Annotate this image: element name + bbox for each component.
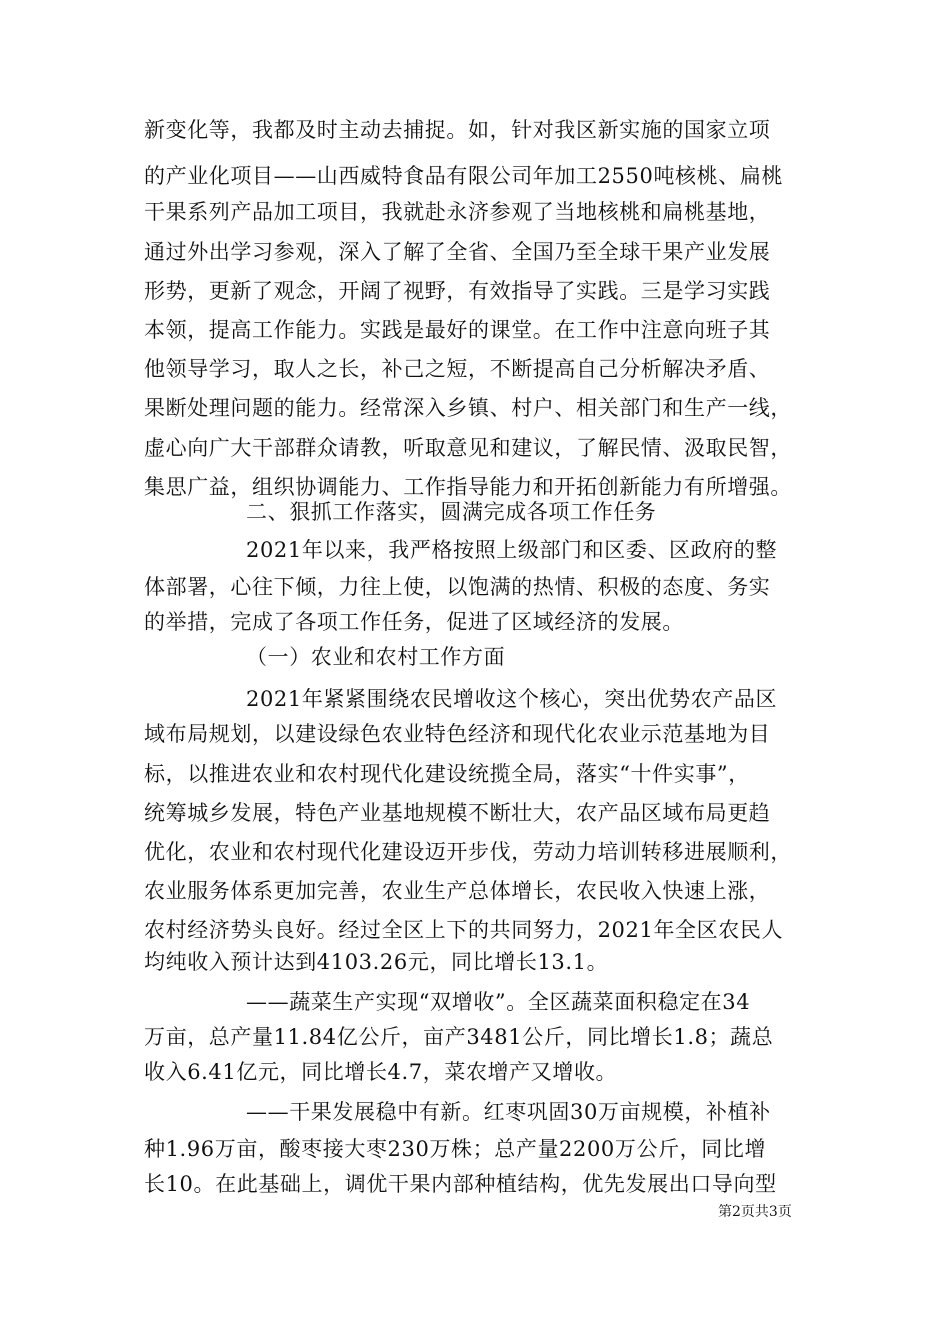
paragraph-first-line: ——蔬菜生产实现“双增收”。全区蔬菜面积稳定在34: [246, 990, 751, 1014]
paragraph-first-line: ——干果发展稳中有新。红枣巩固30万亩规模，补植补: [246, 1100, 771, 1124]
text-line: 形势，更新了观念，开阔了视野，有效指导了实践。三是学习实践: [144, 279, 771, 303]
text-line: 虚心向广大干部群众请教，听取意见和建议，了解民情、汲取民智，: [144, 436, 792, 460]
page-number-footer: 第2页共3页: [718, 1204, 792, 1220]
text-line: 农村经济势头良好。经过全区上下的共同努力，2021年全区农民人: [144, 918, 784, 942]
text-line: 新变化等，我都及时主动去捕捉。如，针对我区新实施的国家立项: [144, 118, 771, 142]
text-line: 域布局规划，以建设绿色农业特色经济和现代化农业示范基地为目: [144, 722, 771, 746]
text-line: 体部署，心往下倾，力往上使，以饱满的热情、积极的态度、务实: [144, 575, 771, 599]
text-line: 干果系列产品加工项目，我就赴永济参观了当地核桃和扁桃基地，: [144, 200, 771, 224]
text-line: 的产业化项目——山西威特食品有限公司年加工2550吨核桃、扁桃: [144, 164, 784, 188]
text-line: 农业服务体系更加完善，农业生产总体增长，农民收入快速上涨，: [144, 879, 771, 903]
text-line: 收入6.41亿元，同比增长4.7，菜农增产又增收。: [144, 1060, 618, 1084]
text-line: 集思广益，组织协调能力、工作指导能力和开拓创新能力有所增强。: [144, 475, 792, 499]
text-line: 统筹城乡发展，特色产业基地规模不断壮大，农产品区域布局更趋: [144, 801, 771, 825]
section-heading: 二、狠抓工作落实，圆满完成各项工作任务: [246, 500, 657, 524]
text-line: 通过外出学习参观，深入了解了全省、全国乃至全球干果产业发展: [144, 240, 771, 264]
text-line: 本领，提高工作能力。实践是最好的课堂。在工作中注意向班子其: [144, 318, 771, 342]
text-line: 的举措，完成了各项工作任务，促进了区域经济的发展。: [144, 610, 684, 634]
text-line: 他领导学习，取人之长，补己之短，不断提高自己分析解决矛盾、: [144, 357, 771, 381]
text-line: 均纯收入预计达到4103.26元，同比增长13.1。: [144, 950, 609, 974]
subsection-heading: （一）农业和农村工作方面: [246, 645, 506, 669]
text-line: 万亩，总产量11.84亿公斤，亩产3481公斤，同比增长1.8；蔬总: [144, 1025, 774, 1049]
paragraph-first-line: 2021年紧紧围绕农民增收这个核心，突出优势农产品区: [246, 687, 778, 711]
text-line: 长10。在此基础上，调优干果内部种植结构，优先发展出口导向型: [144, 1172, 777, 1196]
text-line: 优化，农业和农村现代化建设迈开步伐，劳动力培训转移进展顺利，: [144, 840, 792, 864]
paragraph-first-line: 2021年以来，我严格按照上级部门和区委、区政府的整: [246, 538, 778, 562]
text-line: 果断处理问题的能力。经常深入乡镇、村户、相关部门和生产一线，: [144, 396, 792, 420]
text-line: 标，以推进农业和农村现代化建设统揽全局，落实“十件实事”，: [144, 762, 750, 786]
text-line: 种1.96万亩，酸枣接大枣230万株；总产量2200万公斤，同比增: [144, 1137, 767, 1161]
